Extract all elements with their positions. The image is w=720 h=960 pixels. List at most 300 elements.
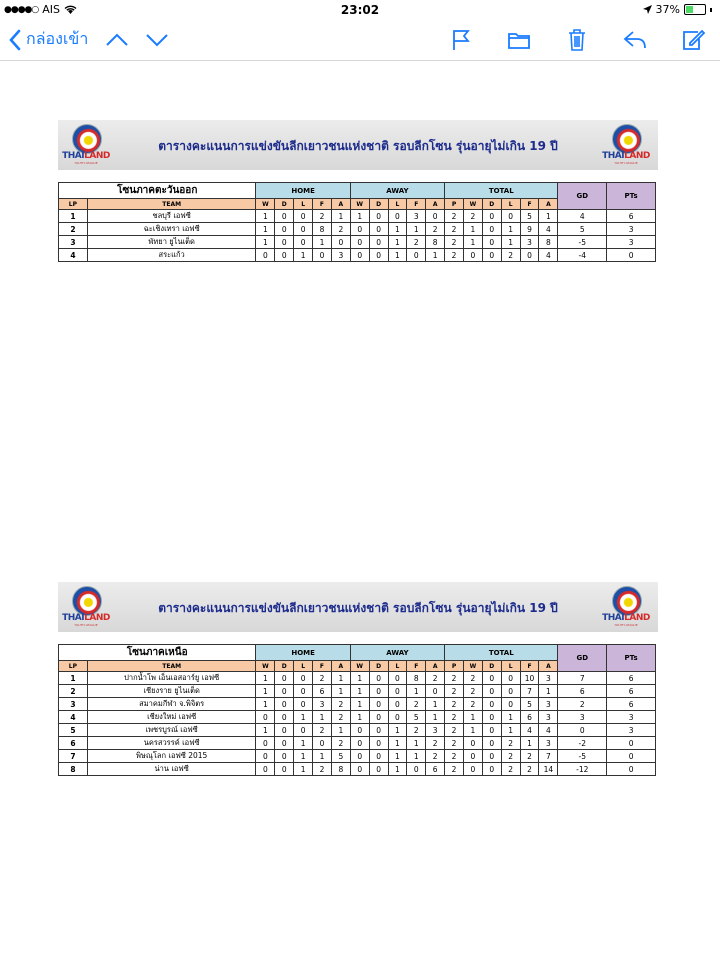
total-stat-cell: 2	[445, 210, 464, 223]
logo-text: THAILAND	[602, 613, 650, 623]
home-stat-cell: 0	[294, 672, 313, 685]
team-name-cell: เพชรบูรณ์ เอฟซี	[87, 724, 256, 737]
away-stat-cell: 0	[388, 685, 407, 698]
home-sub-header: A	[331, 661, 350, 672]
away-stat-cell: 0	[369, 685, 388, 698]
gd-cell: -12	[558, 763, 607, 776]
team-name-cell: ฉะเชิงเทรา เอฟซี	[87, 223, 256, 236]
rank-cell: 7	[59, 750, 88, 763]
total-stat-cell: 0	[482, 236, 501, 249]
away-header: AWAY	[350, 183, 444, 199]
table-row	[59, 763, 656, 776]
away-sub-header: D	[369, 199, 388, 210]
team-name-cell: ชลบุรี เอฟซี	[87, 210, 256, 223]
total-stat-cell: 6	[520, 711, 539, 724]
logo-sub: YOUTH LEAGUE	[74, 623, 98, 627]
home-stat-cell: 0	[256, 763, 275, 776]
home-stat-cell: 0	[294, 698, 313, 711]
total-stat-cell: 2	[501, 763, 520, 776]
gd-cell: 2	[558, 698, 607, 711]
away-sub-header: L	[388, 661, 407, 672]
away-stat-cell: 1	[407, 223, 426, 236]
home-stat-cell: 2	[331, 737, 350, 750]
table-row	[59, 672, 656, 685]
rank-cell: 3	[59, 236, 88, 249]
pts-cell: 3	[607, 711, 656, 724]
total-stat-cell: 0	[520, 249, 539, 262]
home-stat-cell: 2	[313, 763, 332, 776]
total-stat-cell: 4	[539, 724, 558, 737]
logo-sub: YOUTH LEAGUE	[614, 623, 638, 627]
total-stat-cell: 2	[464, 672, 483, 685]
away-stat-cell: 0	[388, 672, 407, 685]
total-stat-cell: 7	[539, 750, 558, 763]
team-header: TEAM	[87, 199, 256, 210]
away-header: AWAY	[350, 645, 444, 661]
total-stat-cell: 2	[520, 750, 539, 763]
home-stat-cell: 1	[294, 763, 313, 776]
team-name-cell: เชียงใหม่ เอฟซี	[87, 711, 256, 724]
total-stat-cell: 0	[482, 750, 501, 763]
zone-title: โซนภาคเหนือ	[59, 645, 256, 661]
rank-cell: 5	[59, 724, 88, 737]
document-banner	[58, 582, 658, 632]
status-time: 23:02	[340, 3, 380, 17]
away-stat-cell: 2	[407, 724, 426, 737]
total-sub-header: P	[445, 199, 464, 210]
rank-cell: 1	[59, 210, 88, 223]
pts-header: PTs	[607, 645, 656, 672]
home-stat-cell: 1	[256, 223, 275, 236]
home-stat-cell: 1	[331, 210, 350, 223]
total-sub-header: D	[482, 199, 501, 210]
signal-icon: ●●●●○	[4, 4, 39, 15]
home-sub-header: D	[275, 661, 294, 672]
compose-icon[interactable]	[680, 28, 706, 52]
table-row	[59, 236, 656, 249]
away-stat-cell: 1	[388, 763, 407, 776]
home-header: HOME	[256, 183, 350, 199]
gd-cell: 6	[558, 685, 607, 698]
total-sub-header: F	[520, 199, 539, 210]
standings-document-east	[58, 120, 658, 262]
table-row	[59, 711, 656, 724]
document-title: ตารางคะแนนการแข่งขันลีกเยาวชนแห่งชาติ รอบลีกโซน รุ่นอายุไม่เกิน 19 ปี	[158, 601, 558, 615]
football-icon	[612, 586, 642, 616]
gd-cell: -5	[558, 750, 607, 763]
gd-cell: -2	[558, 737, 607, 750]
football-icon	[72, 586, 102, 616]
away-stat-cell: 0	[388, 711, 407, 724]
total-stat-cell: 14	[539, 763, 558, 776]
total-stat-cell: 0	[464, 763, 483, 776]
away-stat-cell: 0	[369, 236, 388, 249]
away-stat-cell: 0	[369, 724, 388, 737]
total-stat-cell: 4	[520, 724, 539, 737]
total-sub-header: L	[501, 661, 520, 672]
away-stat-cell: 0	[369, 750, 388, 763]
away-stat-cell: 1	[350, 698, 369, 711]
away-stat-cell: 1	[350, 685, 369, 698]
away-stat-cell: 1	[388, 249, 407, 262]
home-stat-cell: 8	[313, 223, 332, 236]
home-stat-cell: 2	[313, 672, 332, 685]
home-stat-cell: 1	[294, 711, 313, 724]
table-row	[59, 698, 656, 711]
total-stat-cell: 1	[464, 711, 483, 724]
away-sub-header: W	[350, 661, 369, 672]
total-sub-header: P	[445, 661, 464, 672]
away-stat-cell: 3	[426, 724, 445, 737]
back-button[interactable]	[8, 27, 88, 52]
total-stat-cell: 2	[464, 698, 483, 711]
standings-document-north	[58, 582, 658, 776]
home-stat-cell: 1	[313, 750, 332, 763]
battery-fill	[686, 6, 693, 13]
total-stat-cell: 1	[501, 724, 520, 737]
home-stat-cell: 0	[294, 236, 313, 249]
gd-cell: 7	[558, 672, 607, 685]
flag-icon[interactable]	[448, 28, 474, 52]
down-arrow-icon[interactable]	[144, 28, 170, 52]
away-stat-cell: 0	[369, 737, 388, 750]
away-stat-cell: 1	[388, 737, 407, 750]
away-stat-cell: 1	[426, 249, 445, 262]
home-stat-cell: 0	[275, 223, 294, 236]
home-stat-cell: 3	[331, 249, 350, 262]
home-stat-cell: 0	[275, 249, 294, 262]
away-stat-cell: 0	[426, 210, 445, 223]
home-stat-cell: 0	[294, 210, 313, 223]
away-stat-cell: 0	[369, 223, 388, 236]
total-sub-header: A	[539, 661, 558, 672]
home-sub-header: L	[294, 661, 313, 672]
home-stat-cell: 2	[331, 711, 350, 724]
home-stat-cell: 1	[331, 724, 350, 737]
logo-text: THAILAND	[62, 151, 110, 161]
rank-cell: 8	[59, 763, 88, 776]
pts-cell: 6	[607, 672, 656, 685]
football-icon	[612, 124, 642, 154]
team-name-cell: สมาคมกีฬา จ.พิจิตร	[87, 698, 256, 711]
lp-header: LP	[59, 661, 88, 672]
home-sub-header: F	[313, 199, 332, 210]
total-stat-cell: 0	[482, 724, 501, 737]
total-stat-cell: 8	[539, 236, 558, 249]
table-row	[59, 685, 656, 698]
home-stat-cell: 1	[256, 698, 275, 711]
logo-text: THAILAND	[62, 613, 110, 623]
total-stat-cell: 5	[520, 210, 539, 223]
total-stat-cell: 4	[539, 249, 558, 262]
total-stat-cell: 2	[501, 249, 520, 262]
pts-cell: 3	[607, 724, 656, 737]
total-stat-cell: 9	[520, 223, 539, 236]
home-sub-header: L	[294, 199, 313, 210]
home-sub-header: W	[256, 661, 275, 672]
message-nav	[104, 28, 170, 52]
standings-table	[58, 644, 656, 776]
home-stat-cell: 0	[294, 685, 313, 698]
home-stat-cell: 1	[256, 210, 275, 223]
home-stat-cell: 0	[313, 737, 332, 750]
total-stat-cell: 3	[520, 236, 539, 249]
away-stat-cell: 1	[388, 223, 407, 236]
gd-header: GD	[558, 645, 607, 672]
home-stat-cell: 0	[313, 249, 332, 262]
home-stat-cell: 8	[331, 763, 350, 776]
battery-percent: 37%	[655, 3, 680, 16]
total-stat-cell: 0	[482, 249, 501, 262]
total-stat-cell: 1	[501, 236, 520, 249]
away-stat-cell: 0	[350, 724, 369, 737]
home-stat-cell: 5	[331, 750, 350, 763]
total-stat-cell: 2	[464, 210, 483, 223]
pts-cell: 3	[607, 223, 656, 236]
total-stat-cell: 3	[539, 711, 558, 724]
rank-cell: 6	[59, 737, 88, 750]
total-sub-header: D	[482, 661, 501, 672]
away-stat-cell: 0	[350, 763, 369, 776]
team-name-cell: พิษณุโลก เอฟซี 2015	[87, 750, 256, 763]
total-stat-cell: 1	[464, 236, 483, 249]
away-stat-cell: 8	[407, 672, 426, 685]
home-sub-header: F	[313, 661, 332, 672]
nav-bar	[0, 20, 720, 61]
total-sub-header: L	[501, 199, 520, 210]
total-stat-cell: 0	[482, 698, 501, 711]
total-stat-cell: 2	[445, 750, 464, 763]
home-header: HOME	[256, 645, 350, 661]
away-sub-header: L	[388, 199, 407, 210]
thailand-league-logo	[600, 586, 652, 628]
away-stat-cell: 2	[407, 236, 426, 249]
home-stat-cell: 0	[294, 724, 313, 737]
status-bar	[0, 0, 720, 20]
home-stat-cell: 1	[256, 724, 275, 737]
rank-cell: 2	[59, 685, 88, 698]
home-stat-cell: 0	[256, 737, 275, 750]
gd-header: GD	[558, 183, 607, 210]
total-stat-cell: 0	[482, 223, 501, 236]
back-label: กล่องเข้า	[26, 29, 89, 48]
up-arrow-icon[interactable]	[104, 28, 130, 52]
total-stat-cell: 2	[445, 763, 464, 776]
total-stat-cell: 2	[464, 685, 483, 698]
total-stat-cell: 1	[501, 223, 520, 236]
total-stat-cell: 0	[464, 737, 483, 750]
total-stat-cell: 1	[520, 737, 539, 750]
pts-cell: 0	[607, 763, 656, 776]
total-stat-cell: 5	[520, 698, 539, 711]
away-stat-cell: 1	[407, 685, 426, 698]
total-stat-cell: 2	[445, 223, 464, 236]
away-stat-cell: 2	[426, 672, 445, 685]
total-stat-cell: 0	[464, 750, 483, 763]
document-title: ตารางคะแนนการแข่งขันลีกเยาวชนแห่งชาติ รอบลีกโซน รุ่นอายุไม่เกิน 19 ปี	[158, 139, 558, 153]
away-stat-cell: 2	[407, 698, 426, 711]
gd-cell: -5	[558, 236, 607, 249]
folder-icon[interactable]	[506, 28, 532, 52]
table-row	[59, 249, 656, 262]
total-stat-cell: 0	[482, 737, 501, 750]
team-header: TEAM	[87, 661, 256, 672]
total-stat-cell: 2	[445, 672, 464, 685]
home-stat-cell: 0	[275, 210, 294, 223]
back-chevron-icon	[8, 29, 22, 51]
total-stat-cell: 2	[501, 750, 520, 763]
total-stat-cell: 1	[539, 685, 558, 698]
total-header: TOTAL	[445, 645, 558, 661]
home-stat-cell: 0	[275, 750, 294, 763]
away-stat-cell: 0	[350, 249, 369, 262]
zone-title: โซนภาคตะวันออก	[59, 183, 256, 199]
total-stat-cell: 0	[482, 711, 501, 724]
total-stat-cell: 0	[482, 763, 501, 776]
pts-cell: 6	[607, 685, 656, 698]
pts-cell: 0	[607, 750, 656, 763]
table-row	[59, 210, 656, 223]
total-stat-cell: 2	[501, 737, 520, 750]
home-stat-cell: 0	[331, 236, 350, 249]
away-sub-header: W	[350, 199, 369, 210]
total-stat-cell: 7	[520, 685, 539, 698]
total-stat-cell: 0	[501, 672, 520, 685]
home-stat-cell: 2	[313, 210, 332, 223]
pts-header: PTs	[607, 183, 656, 210]
home-stat-cell: 1	[256, 236, 275, 249]
away-stat-cell: 1	[426, 698, 445, 711]
total-stat-cell: 3	[539, 698, 558, 711]
total-stat-cell: 2	[445, 685, 464, 698]
home-stat-cell: 1	[294, 750, 313, 763]
home-stat-cell: 0	[275, 711, 294, 724]
trash-icon[interactable]	[564, 28, 590, 52]
logo-text: THAILAND	[602, 151, 650, 161]
thailand-league-logo	[600, 124, 652, 166]
away-stat-cell: 1	[407, 737, 426, 750]
home-stat-cell: 0	[256, 249, 275, 262]
total-stat-cell: 2	[445, 249, 464, 262]
team-name-cell: น่าน เอฟซี	[87, 763, 256, 776]
pts-cell: 6	[607, 210, 656, 223]
home-stat-cell: 3	[313, 698, 332, 711]
total-stat-cell: 2	[520, 763, 539, 776]
home-stat-cell: 2	[331, 223, 350, 236]
away-sub-header: D	[369, 661, 388, 672]
reply-icon[interactable]	[622, 28, 648, 52]
total-stat-cell: 0	[482, 210, 501, 223]
away-stat-cell: 2	[426, 737, 445, 750]
home-stat-cell: 0	[275, 724, 294, 737]
away-stat-cell: 0	[369, 711, 388, 724]
team-name-cell: พัทยา ยูไนเต็ด	[87, 236, 256, 249]
total-header: TOTAL	[445, 183, 558, 199]
pts-cell: 0	[607, 737, 656, 750]
home-stat-cell: 0	[275, 737, 294, 750]
away-stat-cell: 0	[350, 737, 369, 750]
home-sub-header: W	[256, 199, 275, 210]
gd-cell: -4	[558, 249, 607, 262]
team-name-cell: เชียงราย ยูไนเต็ด	[87, 685, 256, 698]
standings-table	[58, 182, 656, 262]
gd-cell: 5	[558, 223, 607, 236]
status-right	[643, 3, 712, 16]
away-sub-header: F	[407, 661, 426, 672]
away-stat-cell: 0	[350, 223, 369, 236]
home-stat-cell: 6	[313, 685, 332, 698]
away-stat-cell: 1	[407, 750, 426, 763]
away-stat-cell: 1	[350, 210, 369, 223]
away-stat-cell: 1	[426, 711, 445, 724]
team-name-cell: สระแก้ว	[87, 249, 256, 262]
total-stat-cell: 0	[482, 685, 501, 698]
pts-cell: 0	[607, 249, 656, 262]
total-stat-cell: 2	[445, 724, 464, 737]
away-stat-cell: 0	[350, 236, 369, 249]
away-stat-cell: 0	[388, 210, 407, 223]
carrier-label: AIS	[42, 3, 61, 16]
total-stat-cell: 2	[445, 698, 464, 711]
away-stat-cell: 1	[388, 236, 407, 249]
home-stat-cell: 0	[275, 763, 294, 776]
battery-icon	[684, 4, 706, 15]
total-sub-header: F	[520, 661, 539, 672]
home-stat-cell: 2	[313, 724, 332, 737]
pts-cell: 3	[607, 236, 656, 249]
home-stat-cell: 0	[294, 223, 313, 236]
table-row	[59, 223, 656, 236]
home-stat-cell: 0	[275, 685, 294, 698]
away-stat-cell: 1	[388, 724, 407, 737]
thailand-league-logo	[60, 586, 112, 628]
away-sub-header: A	[426, 661, 445, 672]
total-stat-cell: 3	[539, 672, 558, 685]
away-sub-header: F	[407, 199, 426, 210]
table-row	[59, 737, 656, 750]
gd-cell: 3	[558, 711, 607, 724]
thailand-league-logo	[60, 124, 112, 166]
home-stat-cell: 1	[331, 672, 350, 685]
document-banner	[58, 120, 658, 170]
total-stat-cell: 1	[464, 223, 483, 236]
rank-cell: 2	[59, 223, 88, 236]
pts-cell: 6	[607, 698, 656, 711]
home-stat-cell: 0	[275, 672, 294, 685]
total-stat-cell: 0	[464, 249, 483, 262]
total-stat-cell: 1	[539, 210, 558, 223]
total-stat-cell: 0	[501, 685, 520, 698]
away-stat-cell: 2	[426, 223, 445, 236]
team-name-cell: ปากน้ำโพ เอ็นเอสอาร์ยู เอฟซี	[87, 672, 256, 685]
away-stat-cell: 0	[369, 210, 388, 223]
home-stat-cell: 1	[294, 737, 313, 750]
home-sub-header: A	[331, 199, 350, 210]
rank-cell: 4	[59, 711, 88, 724]
away-stat-cell: 0	[350, 750, 369, 763]
away-stat-cell: 0	[426, 685, 445, 698]
home-stat-cell: 0	[256, 711, 275, 724]
home-stat-cell: 1	[294, 249, 313, 262]
total-stat-cell: 3	[539, 737, 558, 750]
total-sub-header: W	[464, 661, 483, 672]
lp-header: LP	[59, 199, 88, 210]
home-stat-cell: 0	[275, 236, 294, 249]
away-stat-cell: 6	[426, 763, 445, 776]
football-icon	[72, 124, 102, 154]
total-stat-cell: 0	[501, 698, 520, 711]
rank-cell: 4	[59, 249, 88, 262]
